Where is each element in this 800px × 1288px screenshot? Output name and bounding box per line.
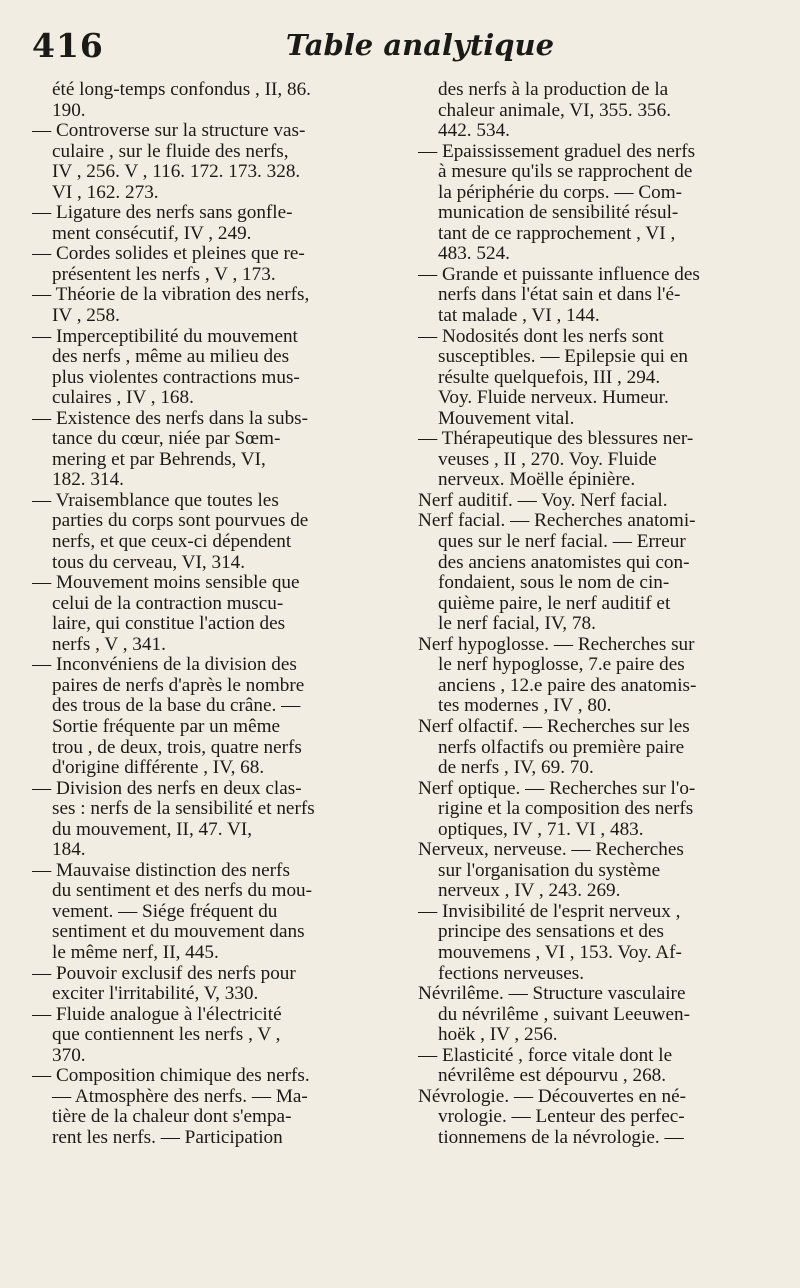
index-line: 442. 534. [438,121,510,142]
index-line: — Fluide analogue à l'électricité [32,1004,282,1025]
index-line: Nerf optique. — Recherches sur l'o- [418,778,696,799]
index-line: nerfs , V , 341. [52,634,166,655]
index-line: — Pouvoir exclusif des nerfs pour [32,963,296,984]
index-line: d'origine différente , IV, 68. [52,758,265,779]
index-line: le nerf facial, IV, 78. [438,614,596,635]
running-title: Table analytique [285,28,555,62]
index-line: tionnemens de la névrologie. — [438,1127,684,1148]
index-line: anciens , 12.e paire des anatomis- [438,675,697,696]
index-line: mouvemens , VI , 153. Voy. Af- [438,942,682,963]
index-line: hoëk , IV , 256. [438,1025,558,1046]
index-line: Voy. Fluide nerveux. Humeur. [438,388,669,409]
index-line: vrologie. — Lenteur des perfec- [438,1107,685,1128]
index-line: — Théorie de la vibration des nerfs, [32,285,310,306]
index-line: — Inconvéniens de la division des [32,655,297,676]
index-line: Mouvement vital. [438,408,575,429]
index-line: Nerf hypoglosse. — Recherches sur [418,634,695,655]
index-line: — Atmosphère des nerfs. — Ma- [52,1086,308,1107]
index-line: Sortie fréquente par un même [52,716,281,737]
index-line: rent les nerfs. — Participation [52,1127,283,1148]
index-line: — Grande et puissante influence des [418,264,700,285]
index-line: rigine et la composition des nerfs [438,799,694,820]
index-line: des nerfs à la production de la [438,80,669,100]
index-line: principe des sensations et des [438,922,664,943]
index-line: Nerf auditif. — Voy. Nerf facial. [418,490,668,511]
index-line: plus violentes contractions mus- [52,367,300,388]
index-line: du névrilême , suivant Leeuwen- [438,1004,691,1025]
index-line: du sentiment et des nerfs du mou- [52,881,313,902]
index-line: — Elasticité , force vitale dont le [418,1045,673,1066]
index-line: nerveux. Moëlle épinière. [438,470,636,491]
index-line: ques sur le nerf facial. — Erreur [438,532,686,553]
right-column [418,80,778,1148]
index-line: — Cordes solides et pleines que re- [32,244,305,265]
index-line: — Controverse sur la structure vas- [32,121,306,142]
index-line: parties du corps sont pourvues de [52,511,309,532]
index-line: munication de sensibilité résul- [438,203,679,224]
index-line: nerfs, et que ceux-ci dépendent [52,532,292,553]
index-line: — Epaississement graduel des nerfs [418,141,696,162]
index-line: — Nodosités dont les nerfs sont [418,326,664,347]
index-line: que contiennent les nerfs , V , [52,1025,281,1046]
index-line: fondaient, sous le nom de cin- [438,573,670,594]
index-line: présentent les nerfs , V , 173. [52,264,276,285]
index-line: chaleur animale, VI, 355. 356. [438,100,672,121]
index-line: sentiment et du mouvement dans [52,922,305,943]
index-line: 184. [52,840,86,861]
index-line: des trous de la base du crâne. — [52,696,301,717]
index-line: fections nerveuses. [438,963,584,984]
index-line: — Existence des nerfs dans la subs- [32,408,309,429]
index-line: Névrologie. — Découvertes en né- [418,1086,686,1107]
index-line: optiques, IV , 71. VI , 483. [438,819,644,840]
index-line: paires de nerfs d'après le nombre [52,675,305,696]
index-line: tes modernes , IV , 80. [438,696,612,717]
index-line: du mouvement, II, 47. VI, [52,819,253,840]
index-line: la périphérie du corps. — Com- [438,182,683,203]
index-line: exciter l'irritabilité, V, 330. [52,984,259,1005]
index-line: — Vraisemblance que toutes les [32,490,279,511]
index-line: Nerf olfactif. — Recherches sur les [418,716,690,737]
index-line: nerfs dans l'état sain et dans l'é- [438,285,681,306]
index-line: Nerf facial. — Recherches anatomi- [418,511,696,532]
index-line: — Imperceptibilité du mouvement [32,326,298,347]
index-line: susceptibles. — Epilepsie qui en [438,347,688,368]
index-line: tance du cœur, niée par Sœm- [52,429,281,450]
index-line: névrilême est dépourvu , 268. [438,1066,667,1087]
index-line: résulte quelquefois, III , 294. [438,367,661,388]
index-line: — Invisibilité de l'esprit nerveux , [418,901,681,922]
index-line: vement. — Siége fréquent du [52,901,278,922]
index-line: — Composition chimique des nerfs. [32,1066,310,1087]
index-line: ses : nerfs de la sensibilité et nerfs [52,799,315,820]
index-line: culaires , IV , 168. [52,388,194,409]
index-line: IV , 256. V , 116. 172. 173. 328. [52,162,301,183]
index-line: celui de la contraction muscu- [52,593,284,614]
index-line: ment consécutif, IV , 249. [52,223,252,244]
index-line: 370. [52,1045,86,1066]
index-line: nerveux , IV , 243. 269. [438,881,621,902]
index-line: 190. [52,100,86,121]
index-line: tant de ce rapprochement , VI , [438,223,676,244]
index-line: — Division des nerfs en deux clas- [32,778,302,799]
index-line: VI , 162. 273. [52,182,159,203]
index-line: veuses , II , 270. Voy. Fluide [438,449,657,470]
index-line: IV , 258. [52,306,120,327]
index-line: 483. 524. [438,244,510,265]
index-line: été long-temps confondus , II, 86. [52,80,311,100]
index-line: de nerfs , IV, 69. 70. [438,758,594,779]
index-line: des nerfs , même au milieu des [52,347,290,368]
index-line: mering et par Behrends, VI, [52,449,266,470]
index-line: le nerf hypoglosse, 7.e paire des [438,655,685,676]
index-line: — Mouvement moins sensible que [32,573,300,594]
index-line: le même nerf, II, 445. [52,942,219,963]
index-line: quième paire, le nerf auditif et [438,593,671,614]
index-line: — Mauvaise distinction des nerfs [32,860,290,881]
index-line: — Thérapeutique des blessures ner- [418,429,694,450]
index-line: Névrilême. — Structure vasculaire [418,984,686,1005]
index-line: sur l'organisation du système [438,860,661,881]
index-line: tière de la chaleur dont s'empa- [52,1107,292,1128]
index-line: à mesure qu'ils se rapprochent de [438,162,693,183]
index-line: trou , de deux, trois, quatre nerfs [52,737,302,758]
index-line: nerfs olfactifs ou première paire [438,737,685,758]
index-line: tous du cerveau, VI, 314. [52,552,246,573]
index-line: tat malade , VI , 144. [438,306,600,327]
index-line: Nerveux, nerveuse. — Recherches [418,840,684,861]
index-line: laire, qui constitue l'action des [52,614,286,635]
index-line: culaire , sur le fluide des nerfs, [52,141,289,162]
index-line: — Ligature des nerfs sans gonfle- [32,203,293,224]
index-line: des anciens anatomistes qui con- [438,552,690,573]
index-line: 182. 314. [52,470,124,491]
page-number: 416 [32,26,104,65]
left-column [32,80,392,1148]
